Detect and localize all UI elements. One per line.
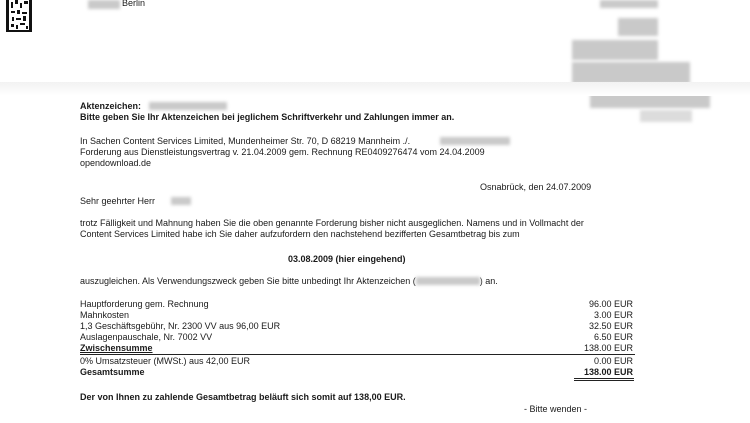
redacted-debtor-name <box>440 137 510 145</box>
barcode-mark <box>6 0 32 32</box>
body-paragraph-line-2: Content Services Limited habe ich Sie daher aufzufordern den nachstehend bezifferten Gesamtbetrag bis zum <box>80 229 520 239</box>
redacted-address-block <box>600 0 658 8</box>
subtotal-amount: 138.00 EUR <box>583 343 633 353</box>
scan-edge <box>0 82 750 96</box>
payment-deadline: 03.08.2009 (hier eingehend) <box>288 254 406 264</box>
cost-row-amount: 6.50 EUR <box>593 332 633 342</box>
redacted-address-block <box>572 62 690 84</box>
page-footer: - Bitte wenden - <box>524 404 588 414</box>
place-date: Osnabrück, den 24.07.2009 <box>480 182 592 192</box>
subject-line-2: Forderung aus Dienstleistungsvertrag v. 21.04.2009 gem. Rechnung RE0409276474 vom 24.04.2009 <box>80 147 485 157</box>
subtotal-divider <box>80 354 635 355</box>
redacted-address-block <box>618 18 658 36</box>
total-label: Gesamtsumme <box>80 367 145 377</box>
subject-line-1: In Sachen Content Services Limited, Mundenheimer Str. 70, D 68219 Mannheim ./. <box>80 136 411 146</box>
total-amount: 138.00 EUR <box>583 367 633 377</box>
header-city: Berlin <box>122 0 146 8</box>
tax-amount: 0.00 EUR <box>593 356 633 366</box>
subject-line-3: opendownload.de <box>80 158 152 168</box>
cost-row-amount: 3.00 EUR <box>593 310 633 320</box>
redacted-reference-number <box>416 277 480 285</box>
redacted-sender <box>88 0 120 9</box>
redacted-reference-number <box>149 102 227 110</box>
redacted-recipient-name <box>171 197 191 205</box>
body-paragraph-2-start: auszugleichen. Als Verwendungszweck geben Sie bitte unbedingt Ihr Aktenzeichen ( <box>80 276 416 286</box>
cost-row-label: Hauptforderung gem. Rechnung <box>80 299 209 309</box>
redacted-address-block <box>640 110 692 122</box>
total-double-underline <box>574 380 634 381</box>
redacted-address-block <box>572 40 658 60</box>
body-paragraph-line-1: trotz Fälligkeit und Mahnung haben Sie die oben genannte Forderung bisher nicht ausgeglichen. Namens und in Vollmacht der <box>80 218 584 228</box>
tax-label: 0% Umsatzsteuer (MWSt.) aus 42,00 EUR <box>80 356 251 366</box>
reference-instruction: Bitte geben Sie Ihr Aktenzeichen bei jeglichem Schriftverkehr und Zahlungen immer an. <box>80 112 455 122</box>
cost-row-label: Auslagenpauschale, Nr. 7002 VV <box>80 332 213 342</box>
subtotal-label: Zwischensumme <box>80 343 153 353</box>
body-paragraph-2 <box>80 276 498 287</box>
cost-row-label: Mahnkosten <box>80 310 130 320</box>
closing-statement: Der von Ihnen zu zahlende Gesamtbetrag beläuft sich somit auf 138,00 EUR. <box>80 392 406 402</box>
reference-label: Aktenzeichen: <box>80 101 142 111</box>
cost-row-amount: 96.00 EUR <box>588 299 633 309</box>
salutation: Sehr geehrter Herr <box>80 196 156 206</box>
cost-row-amount: 32.50 EUR <box>588 321 633 331</box>
body-paragraph-2-end: ) an. <box>479 276 498 286</box>
total-underline <box>574 378 634 379</box>
cost-row-label: 1,3 Geschäftsgebühr, Nr. 2300 VV aus 96,00 EUR <box>80 321 281 331</box>
